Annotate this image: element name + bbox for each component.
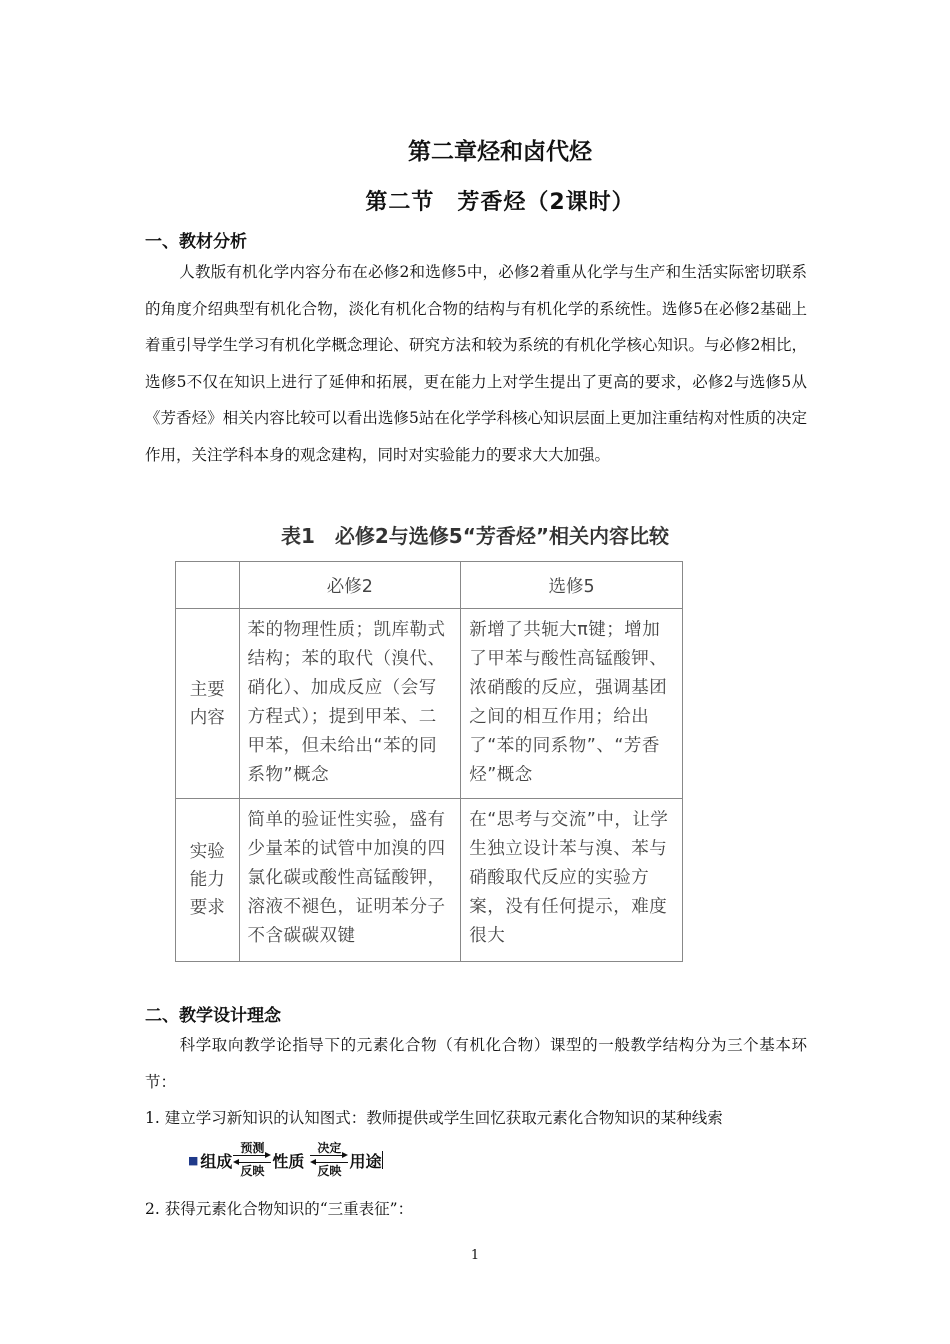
paragraph-design-concept: 科学取向教学论指导下的元素化合物（有机化合物）课型的一般教学结构分为三个基本环节：: [145, 1036, 807, 1091]
concept-formula: [188, 1138, 383, 1182]
chapter-title: 第二章烃和卤代烃: [408, 139, 592, 165]
page-number: 1: [470, 1248, 480, 1263]
cell-main-content-compulsory2: 苯的物理性质；凯库勒式结构；苯的取代（溴代、硝化）、加成反应（会写方程式）；提到甲苯、二甲苯，但未给出“苯的同系物”概念: [239, 609, 461, 799]
comparison-table: [175, 561, 683, 962]
table-row: [176, 609, 683, 799]
cell-experiment-elective5: 在“思考与交流”中，让学生独立设计苯与溴、苯与硝酸取代反应的实验方案，没有任何提示，难度很大: [461, 799, 683, 962]
table-row: [176, 799, 683, 962]
paragraph-textbook-analysis: 人教版有机化学内容分布在必修2和选修5中，必修2着重从化学与生产和生活实际密切联系的角度介绍典型有机化合物，淡化有机化合物的结构与有机化学的系统性。选修5在必修2基础上着重引导学生学习有机化学概念理论、研究方法和较为系统的有机化学核心知识。与必修2相比，选修5不仅在知识上进行了延伸和拓展，更在能力上对学生提出了更高的要求，必修2与选修5从《芳香烃》相关内容比较可以看出选修5站在化学学科核心知识层面上更加注重结构对性质的决定作用，关注学科本身的观念建构，同时对实验能力的要求大大加强。: [145, 263, 807, 464]
cell-experiment-compulsory2: 简单的验证性实验，盛有少量苯的试管中加溴的四氯化碳或酸性高锰酸钾，溶液不褪色，证明苯分子不含碳碳双键: [239, 799, 461, 962]
list-item-1: 1. 建立学习新知识的认知图式：教师提供或学生回忆获取元素化合物知识的某种线索: [145, 1109, 723, 1127]
row-label-main-content: 主要 内容: [176, 609, 240, 799]
cell-main-content-elective5: 新增了共轭大π键；增加了甲苯与酸性高锰酸钾、浓硝酸的反应，强调基团之间的相互作用；给出了“苯的同系物”、“芳香烃”概念: [461, 609, 683, 799]
row-label-experiment-ability: 实验 能力 要求: [176, 799, 240, 962]
section-title: 第二节 芳香烃（2课时）: [365, 190, 635, 215]
formula-property: 性质: [272, 1151, 305, 1171]
formula-composition: 组成: [200, 1151, 233, 1171]
text-cursor: [382, 1151, 383, 1169]
table-caption: 表1 必修2与选修5“芳香烃”相关内容比较: [280, 524, 670, 548]
heading-design-concept: 二、教学设计理念: [145, 1006, 281, 1026]
bullet-square-icon: ■: [188, 1153, 199, 1167]
table-header-elective5: 选修5: [461, 562, 683, 609]
formula-use: 用途: [349, 1151, 382, 1171]
bidirectional-arrow-icon: 预测 反映: [233, 1142, 271, 1178]
list-item-2: 2. 获得元素化合物知识的“三重表征”：: [145, 1200, 414, 1218]
table-header-empty: [176, 562, 240, 609]
bidirectional-arrow-icon: 决定 反映: [310, 1142, 348, 1178]
heading-textbook-analysis: 一、教材分析: [145, 232, 247, 252]
table-header-row: [176, 562, 683, 609]
table-header-compulsory2: 必修2: [239, 562, 461, 609]
